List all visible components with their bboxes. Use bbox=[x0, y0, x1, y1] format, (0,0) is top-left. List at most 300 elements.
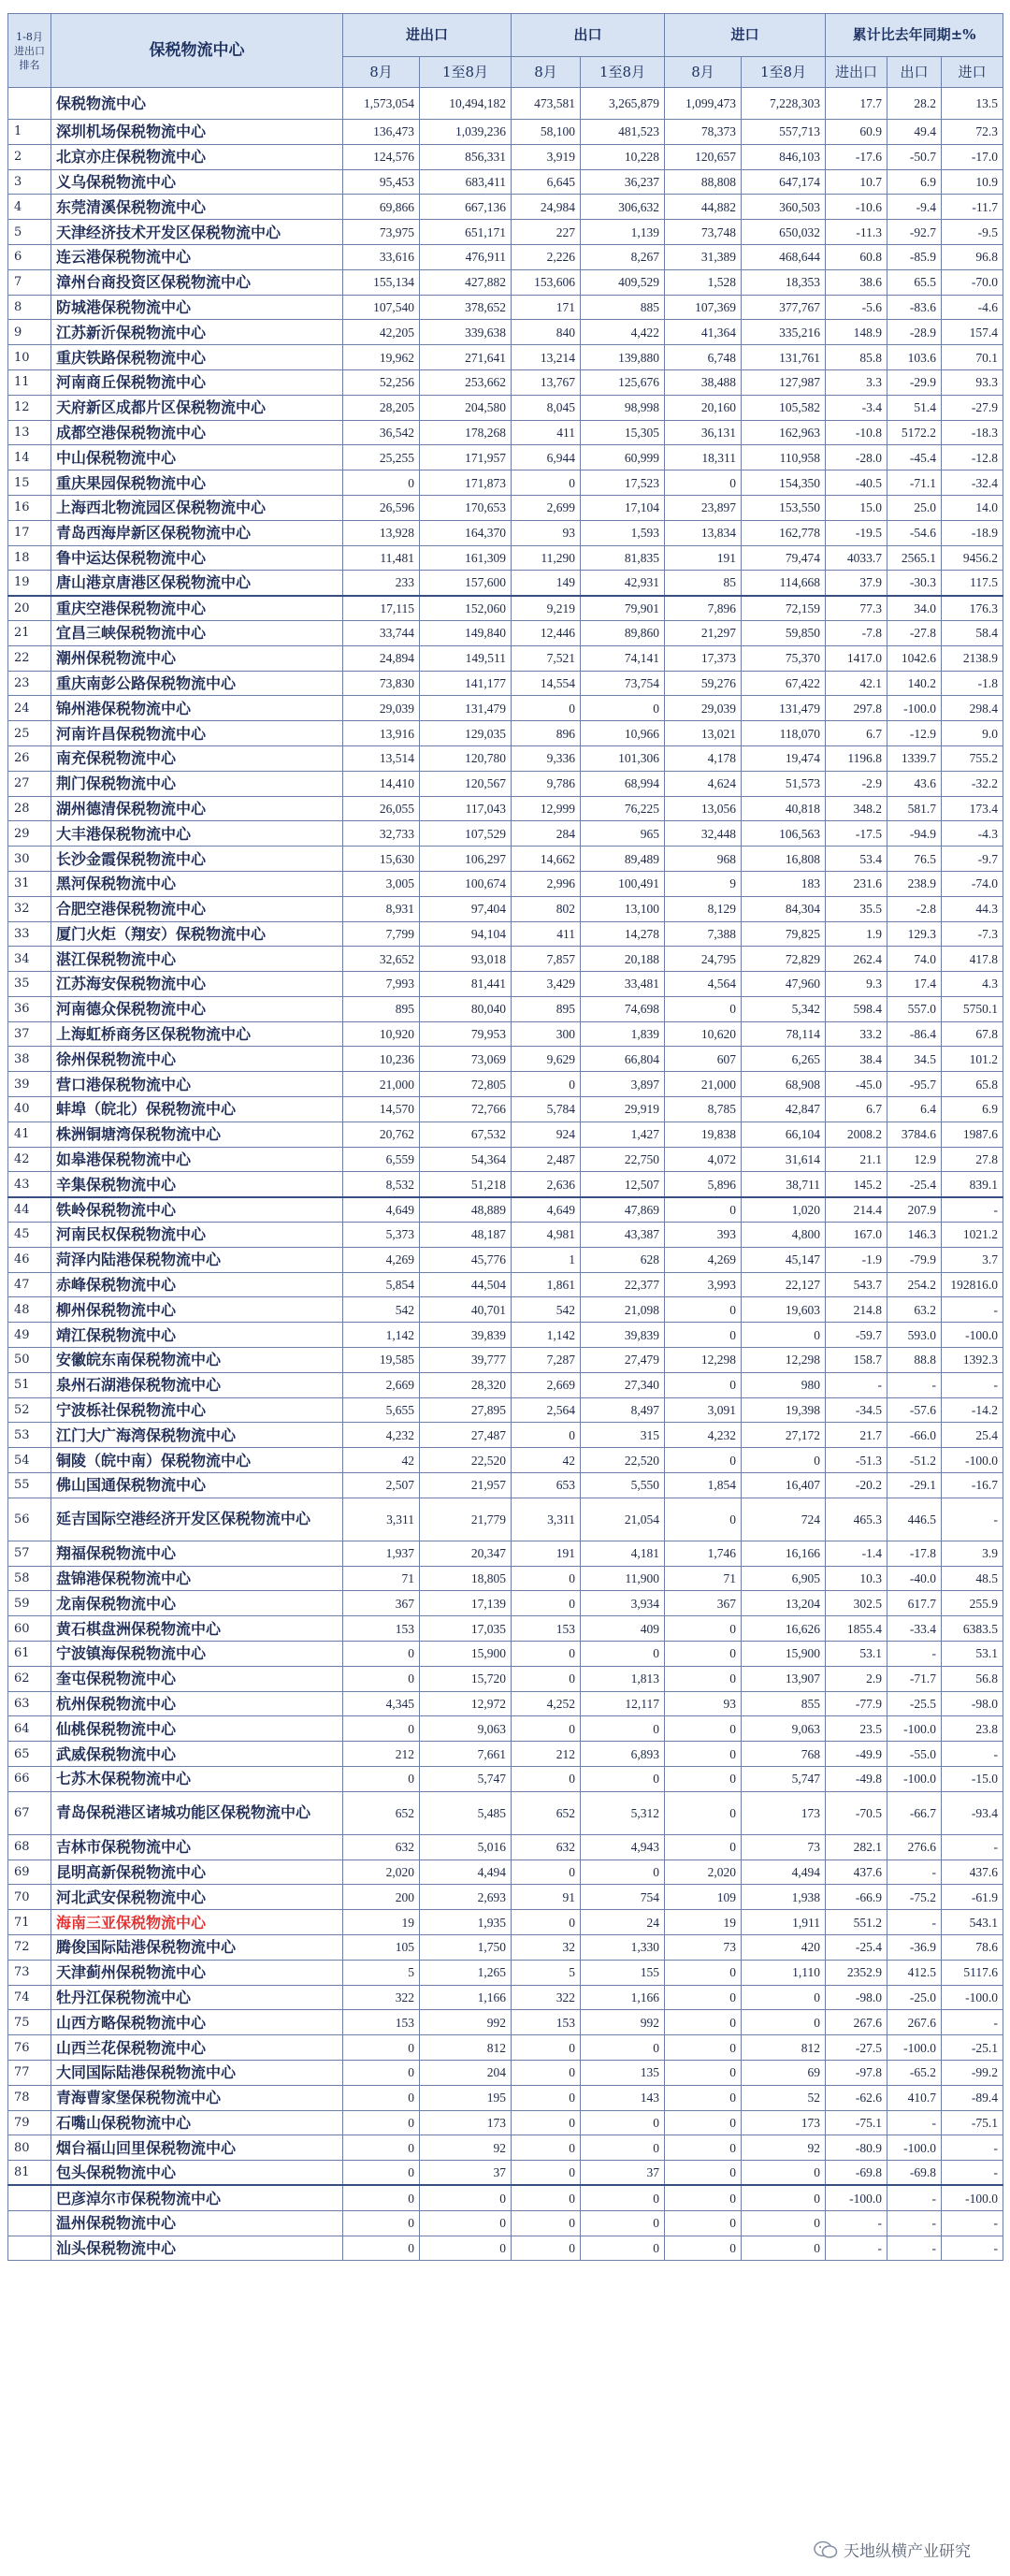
value-cell: -2.9 bbox=[826, 771, 887, 796]
value-cell: 856,331 bbox=[420, 144, 512, 169]
value-cell: 0 bbox=[665, 1666, 742, 1691]
value-cell: -100.0 bbox=[887, 2035, 942, 2061]
value-cell: 339,638 bbox=[420, 320, 512, 345]
rank-cell: 33 bbox=[8, 921, 51, 947]
table-row bbox=[8, 470, 1003, 496]
value-cell: 29,039 bbox=[343, 696, 420, 721]
value-cell: 839.1 bbox=[942, 1172, 1003, 1197]
value-cell: -66.9 bbox=[826, 1885, 887, 1910]
rank-cell: 4 bbox=[8, 195, 51, 220]
value-cell: 284 bbox=[512, 821, 581, 847]
value-cell: 73,830 bbox=[343, 671, 420, 696]
table-row bbox=[8, 671, 1003, 696]
value-cell: 58.4 bbox=[942, 620, 1003, 645]
value-cell: 19,603 bbox=[742, 1297, 826, 1323]
value-cell: 768 bbox=[742, 1742, 826, 1767]
value-cell: 17,139 bbox=[420, 1591, 512, 1616]
value-cell: 0 bbox=[665, 1767, 742, 1792]
value-cell: 107,540 bbox=[343, 295, 420, 320]
rank-cell: 81 bbox=[8, 2161, 51, 2186]
value-cell: 4.3 bbox=[942, 972, 1003, 997]
rank-cell: 41 bbox=[8, 1122, 51, 1147]
value-cell: 73 bbox=[665, 1934, 742, 1960]
table-row bbox=[8, 144, 1003, 169]
value-cell: 322 bbox=[343, 1985, 420, 2010]
value-cell: 4,345 bbox=[343, 1691, 420, 1716]
value-cell: 1,593 bbox=[581, 520, 665, 545]
rank-cell: 59 bbox=[8, 1591, 51, 1616]
center-name-cell: 重庆果园保税物流中心 bbox=[51, 470, 343, 496]
value-cell: 6,893 bbox=[581, 1742, 665, 1767]
table-row bbox=[8, 1767, 1003, 1792]
value-cell: 143 bbox=[581, 2085, 665, 2110]
rank-cell: 65 bbox=[8, 1742, 51, 1767]
value-cell: 0 bbox=[665, 2010, 742, 2035]
value-cell: 70.1 bbox=[942, 345, 1003, 370]
value-cell: 204,580 bbox=[420, 395, 512, 420]
value-cell: 34.5 bbox=[887, 1047, 942, 1072]
value-cell: 45,776 bbox=[420, 1247, 512, 1272]
value-cell: 3784.6 bbox=[887, 1122, 942, 1147]
table-row bbox=[8, 571, 1003, 596]
value-cell: 2,226 bbox=[512, 244, 581, 269]
value-cell: 0 bbox=[665, 1197, 742, 1223]
value-cell: 11,900 bbox=[581, 1566, 665, 1591]
table-row bbox=[8, 1122, 1003, 1147]
value-cell: 15.0 bbox=[826, 495, 887, 520]
value-cell: 0 bbox=[665, 2210, 742, 2236]
value-cell: 28,205 bbox=[343, 395, 420, 420]
value-cell: 131,479 bbox=[420, 696, 512, 721]
value-cell: -25.4 bbox=[826, 1934, 887, 1960]
watermark-text: 天地纵横产业研究 bbox=[844, 2542, 971, 2561]
table-row bbox=[8, 1591, 1003, 1616]
value-cell: 0 bbox=[665, 1834, 742, 1860]
value-cell: 100,491 bbox=[581, 871, 665, 896]
center-name-cell: 温州保税物流中心 bbox=[51, 2210, 343, 2236]
value-cell: 37.9 bbox=[826, 571, 887, 596]
value-cell: -66.7 bbox=[887, 1791, 942, 1834]
rank-cell bbox=[8, 2236, 51, 2261]
value-cell: 0 bbox=[742, 1448, 826, 1473]
center-name-cell: 荆门保税物流中心 bbox=[51, 771, 343, 796]
value-cell: 2138.9 bbox=[942, 645, 1003, 671]
value-cell: - bbox=[942, 2236, 1003, 2261]
value-cell: 158.7 bbox=[826, 1348, 887, 1373]
value-cell: 51.4 bbox=[887, 395, 942, 420]
center-name-cell: 大同国际陆港保税物流中心 bbox=[51, 2060, 343, 2085]
value-cell: 1,528 bbox=[665, 269, 742, 295]
value-cell: 0 bbox=[343, 2185, 420, 2210]
center-name-cell: 腾俊国际陆港保税物流中心 bbox=[51, 1934, 343, 1960]
value-cell: 43.6 bbox=[887, 771, 942, 796]
value-cell: -71.7 bbox=[887, 1666, 942, 1691]
value-cell: 9,219 bbox=[512, 596, 581, 621]
value-cell: 42 bbox=[343, 1448, 420, 1473]
value-cell: 0 bbox=[665, 1716, 742, 1742]
value-cell: 73 bbox=[742, 1834, 826, 1860]
value-cell: 0 bbox=[581, 2110, 665, 2135]
value-cell: 125,676 bbox=[581, 369, 665, 395]
value-cell: 47,869 bbox=[581, 1197, 665, 1223]
value-cell: 465.3 bbox=[826, 1498, 887, 1541]
value-cell: 21,297 bbox=[665, 620, 742, 645]
value-cell: -75.1 bbox=[942, 2110, 1003, 2135]
value-cell: 1,937 bbox=[343, 1541, 420, 1566]
value-cell: 59,276 bbox=[665, 671, 742, 696]
value-cell: 17,104 bbox=[581, 495, 665, 520]
value-cell: 1417.0 bbox=[826, 645, 887, 671]
value-cell: 9,336 bbox=[512, 745, 581, 771]
value-cell: - bbox=[942, 1372, 1003, 1397]
value-cell: 13,767 bbox=[512, 369, 581, 395]
value-cell: 29,919 bbox=[581, 1097, 665, 1122]
value-cell: 91 bbox=[512, 1885, 581, 1910]
rank-cell: 49 bbox=[8, 1323, 51, 1348]
value-cell: 22,520 bbox=[581, 1448, 665, 1473]
value-cell: 21,054 bbox=[581, 1498, 665, 1541]
rank-cell: 62 bbox=[8, 1666, 51, 1691]
value-cell: 24 bbox=[581, 1910, 665, 1935]
table-row bbox=[8, 320, 1003, 345]
value-cell: -15.0 bbox=[942, 1767, 1003, 1792]
value-cell: 0 bbox=[581, 2035, 665, 2061]
value-cell: - bbox=[887, 1642, 942, 1667]
center-name-cell: 宁波栎社保税物流中心 bbox=[51, 1397, 343, 1423]
value-cell: - bbox=[942, 1197, 1003, 1223]
value-cell: 39,839 bbox=[581, 1323, 665, 1348]
value-cell: 88.8 bbox=[887, 1348, 942, 1373]
value-cell: 16,808 bbox=[742, 847, 826, 872]
value-cell: 0 bbox=[343, 1642, 420, 1667]
value-cell: 683,411 bbox=[420, 169, 512, 195]
value-cell: 0 bbox=[512, 2210, 581, 2236]
value-cell: 167.0 bbox=[826, 1223, 887, 1248]
value-cell: 14.0 bbox=[942, 495, 1003, 520]
value-cell: 69 bbox=[742, 2060, 826, 2085]
value-cell: 0 bbox=[512, 1910, 581, 1935]
value-cell: -7.3 bbox=[942, 921, 1003, 947]
value-cell: -4.6 bbox=[942, 295, 1003, 320]
value-cell: 348.2 bbox=[826, 796, 887, 821]
subheader-aug: 8月 bbox=[665, 57, 742, 88]
value-cell: 183 bbox=[742, 871, 826, 896]
value-cell: 68,994 bbox=[581, 771, 665, 796]
value-cell: 78,114 bbox=[742, 1021, 826, 1047]
value-cell: 8,931 bbox=[343, 896, 420, 921]
value-cell: 191 bbox=[665, 545, 742, 571]
rank-cell: 19 bbox=[8, 571, 51, 596]
value-cell: - bbox=[887, 2210, 942, 2236]
rank-cell: 72 bbox=[8, 1934, 51, 1960]
value-cell: 10.7 bbox=[826, 169, 887, 195]
value-cell: 5172.2 bbox=[887, 420, 942, 445]
value-cell: 271,641 bbox=[420, 345, 512, 370]
value-cell: 59,850 bbox=[742, 620, 826, 645]
rank-cell: 23 bbox=[8, 671, 51, 696]
value-cell: 44,504 bbox=[420, 1272, 512, 1297]
value-cell: 409 bbox=[581, 1616, 665, 1642]
value-cell: -1.9 bbox=[826, 1247, 887, 1272]
table-row bbox=[8, 2085, 1003, 2110]
value-cell: 157.4 bbox=[942, 320, 1003, 345]
value-cell: 10,966 bbox=[581, 721, 665, 746]
value-cell: 79,474 bbox=[742, 545, 826, 571]
value-cell: 367 bbox=[343, 1591, 420, 1616]
value-cell: 153 bbox=[512, 1616, 581, 1642]
center-name-cell: 青岛保税港区诸城功能区保税物流中心 bbox=[51, 1791, 343, 1834]
value-cell: 0 bbox=[512, 696, 581, 721]
value-cell: 135 bbox=[581, 2060, 665, 2085]
value-cell: 141,177 bbox=[420, 671, 512, 696]
value-cell: 42,847 bbox=[742, 1097, 826, 1122]
value-cell: - bbox=[826, 2210, 887, 2236]
value-cell: 262.4 bbox=[826, 947, 887, 972]
value-cell: 0 bbox=[343, 1666, 420, 1691]
value-cell: 12,507 bbox=[581, 1172, 665, 1197]
value-cell: 1021.2 bbox=[942, 1223, 1003, 1248]
value-cell: -86.4 bbox=[887, 1021, 942, 1047]
center-name-cell: 铜陵（皖中南）保税物流中心 bbox=[51, 1448, 343, 1473]
value-cell: -32.4 bbox=[942, 470, 1003, 496]
rank-cell: 14 bbox=[8, 445, 51, 470]
value-cell: 98,998 bbox=[581, 395, 665, 420]
value-cell: -5.6 bbox=[826, 295, 887, 320]
value-cell: 13,056 bbox=[665, 796, 742, 821]
value-cell: 36,237 bbox=[581, 169, 665, 195]
value-cell: 5,854 bbox=[343, 1272, 420, 1297]
value-cell: 0 bbox=[581, 1767, 665, 1792]
value-cell: -3.4 bbox=[826, 395, 887, 420]
value-cell: 153,550 bbox=[742, 495, 826, 520]
center-name-cell: 奎屯保税物流中心 bbox=[51, 1666, 343, 1691]
value-cell: 2,487 bbox=[512, 1147, 581, 1172]
value-cell: 12,972 bbox=[420, 1691, 512, 1716]
value-cell: 1,020 bbox=[742, 1197, 826, 1223]
value-cell: 4,649 bbox=[512, 1197, 581, 1223]
table-row bbox=[8, 871, 1003, 896]
value-cell: 3,897 bbox=[581, 1072, 665, 1097]
center-name-cell: 河南许昌保税物流中心 bbox=[51, 721, 343, 746]
value-cell: 21.1 bbox=[826, 1147, 887, 1172]
value-cell: 27,479 bbox=[581, 1348, 665, 1373]
value-cell: 3,934 bbox=[581, 1591, 665, 1616]
value-cell: -51.2 bbox=[887, 1448, 942, 1473]
value-cell: 1196.8 bbox=[826, 745, 887, 771]
value-cell: -1.4 bbox=[826, 1541, 887, 1566]
table-row bbox=[8, 972, 1003, 997]
value-cell: 0 bbox=[665, 2085, 742, 2110]
value-cell: 94,104 bbox=[420, 921, 512, 947]
value-cell: 410.7 bbox=[887, 2085, 942, 2110]
rank-cell: 24 bbox=[8, 696, 51, 721]
center-name-cell: 潮州保税物流中心 bbox=[51, 645, 343, 671]
value-cell: 114,668 bbox=[742, 571, 826, 596]
value-cell: -75.1 bbox=[826, 2110, 887, 2135]
value-cell: 3,005 bbox=[343, 871, 420, 896]
value-cell: 96.8 bbox=[942, 244, 1003, 269]
value-cell: 3,993 bbox=[665, 1272, 742, 1297]
rank-cell: 48 bbox=[8, 1297, 51, 1323]
value-cell: - bbox=[887, 2236, 942, 2261]
value-cell: 0 bbox=[665, 2185, 742, 2210]
value-cell: 200 bbox=[343, 1885, 420, 1910]
value-cell: 20,347 bbox=[420, 1541, 512, 1566]
center-name-cell: 青岛西海岸新区保税物流中心 bbox=[51, 520, 343, 545]
value-cell: - bbox=[942, 2210, 1003, 2236]
center-name-cell: 深圳机场保税物流中心 bbox=[51, 120, 343, 145]
value-cell: 543.7 bbox=[826, 1272, 887, 1297]
value-cell: 1,142 bbox=[343, 1323, 420, 1348]
rank-cell: 38 bbox=[8, 1047, 51, 1072]
value-cell: 2,020 bbox=[665, 1860, 742, 1885]
value-cell: -95.7 bbox=[887, 1072, 942, 1097]
value-cell: 846,103 bbox=[742, 144, 826, 169]
value-cell: 67,532 bbox=[420, 1122, 512, 1147]
value-cell: 31,614 bbox=[742, 1147, 826, 1172]
value-cell: 162,778 bbox=[742, 520, 826, 545]
subheader-aug: 8月 bbox=[512, 57, 581, 88]
center-name-cell: 仙桃保税物流中心 bbox=[51, 1716, 343, 1742]
value-cell: 154,350 bbox=[742, 470, 826, 496]
value-cell: 0 bbox=[343, 2135, 420, 2161]
rank-cell: 78 bbox=[8, 2085, 51, 2110]
center-name-cell: 北京亦庄保税物流中心 bbox=[51, 144, 343, 169]
value-cell: 253,662 bbox=[420, 369, 512, 395]
center-name-cell: 上海西北物流园区保税物流中心 bbox=[51, 495, 343, 520]
value-cell: 0 bbox=[742, 1323, 826, 1348]
rank-cell: 51 bbox=[8, 1372, 51, 1397]
value-cell: -49.8 bbox=[826, 1767, 887, 1792]
value-cell: 129.3 bbox=[887, 921, 942, 947]
value-cell: 60.9 bbox=[826, 120, 887, 145]
value-cell: 1,911 bbox=[742, 1910, 826, 1935]
value-cell: -17.5 bbox=[826, 821, 887, 847]
rank-cell: 29 bbox=[8, 821, 51, 847]
value-cell: 302.5 bbox=[826, 1591, 887, 1616]
value-cell: 145.2 bbox=[826, 1172, 887, 1197]
value-cell: -11.3 bbox=[826, 220, 887, 245]
value-cell: 2,699 bbox=[512, 495, 581, 520]
rank-cell: 44 bbox=[8, 1197, 51, 1223]
value-cell: -28.9 bbox=[887, 320, 942, 345]
rank-cell: 76 bbox=[8, 2035, 51, 2061]
value-cell: - bbox=[942, 1742, 1003, 1767]
value-cell: 1,839 bbox=[581, 1021, 665, 1047]
value-cell: 5,016 bbox=[420, 1834, 512, 1860]
value-cell: -59.7 bbox=[826, 1323, 887, 1348]
value-cell: -71.1 bbox=[887, 470, 942, 496]
value-cell: 13,928 bbox=[343, 520, 420, 545]
value-cell: 420 bbox=[742, 1934, 826, 1960]
table-row bbox=[8, 1323, 1003, 1348]
value-cell: 267.6 bbox=[887, 2010, 942, 2035]
value-cell: -100.0 bbox=[887, 1716, 942, 1742]
value-cell: 2,020 bbox=[343, 1860, 420, 1885]
value-cell: 66,104 bbox=[742, 1122, 826, 1147]
value-cell: 617.7 bbox=[887, 1591, 942, 1616]
value-cell: 0 bbox=[343, 1767, 420, 1792]
value-cell: -57.6 bbox=[887, 1397, 942, 1423]
value-cell: 0 bbox=[665, 1791, 742, 1834]
value-cell: 9,063 bbox=[742, 1716, 826, 1742]
value-cell: -9.5 bbox=[942, 220, 1003, 245]
rank-cell: 22 bbox=[8, 645, 51, 671]
value-cell: -25.4 bbox=[887, 1172, 942, 1197]
table-row bbox=[8, 596, 1003, 621]
value-cell: 227 bbox=[512, 220, 581, 245]
value-cell: 52,256 bbox=[343, 369, 420, 395]
center-name-cell: 海南三亚保税物流中心 bbox=[51, 1910, 343, 1935]
rank-cell: 25 bbox=[8, 721, 51, 746]
value-cell: 0 bbox=[343, 1716, 420, 1742]
rank-cell: 52 bbox=[8, 1397, 51, 1423]
center-name-cell: 重庆铁路保税物流中心 bbox=[51, 345, 343, 370]
rank-cell: 55 bbox=[8, 1473, 51, 1498]
rank-cell: 70 bbox=[8, 1885, 51, 1910]
value-cell: 171,957 bbox=[420, 445, 512, 470]
value-cell: 267.6 bbox=[826, 2010, 887, 2035]
value-cell: 0 bbox=[420, 2236, 512, 2261]
value-cell: 15,900 bbox=[742, 1642, 826, 1667]
table-row bbox=[8, 1934, 1003, 1960]
rank-cell: 79 bbox=[8, 2110, 51, 2135]
value-cell: -33.4 bbox=[887, 1616, 942, 1642]
value-cell: 2008.2 bbox=[826, 1122, 887, 1147]
value-cell: 0 bbox=[512, 2035, 581, 2061]
value-cell: 14,554 bbox=[512, 671, 581, 696]
value-cell: 233 bbox=[343, 571, 420, 596]
table-row bbox=[8, 1272, 1003, 1297]
value-cell: 53.4 bbox=[826, 847, 887, 872]
value-cell: 72,766 bbox=[420, 1097, 512, 1122]
value-cell: 0 bbox=[512, 1666, 581, 1691]
value-cell: -34.5 bbox=[826, 1397, 887, 1423]
value-cell: 5,747 bbox=[742, 1767, 826, 1792]
value-cell: 65.5 bbox=[887, 269, 942, 295]
value-cell: 0 bbox=[581, 2185, 665, 2210]
value-cell: -70.0 bbox=[942, 269, 1003, 295]
value-cell: - bbox=[887, 1910, 942, 1935]
center-name-cell: 天津经济技术开发区保税物流中心 bbox=[51, 220, 343, 245]
value-cell: 7,661 bbox=[420, 1742, 512, 1767]
table-row bbox=[8, 369, 1003, 395]
table-row bbox=[8, 1021, 1003, 1047]
value-cell: 195 bbox=[420, 2085, 512, 2110]
table-row bbox=[8, 1691, 1003, 1716]
center-name-cell: 江门大广海湾保税物流中心 bbox=[51, 1423, 343, 1448]
value-cell: 6,905 bbox=[742, 1566, 826, 1591]
value-cell: 89,489 bbox=[581, 847, 665, 872]
value-cell: 0 bbox=[512, 2161, 581, 2186]
value-cell: 8,785 bbox=[665, 1097, 742, 1122]
rank-cell: 26 bbox=[8, 745, 51, 771]
value-cell: 4033.7 bbox=[826, 545, 887, 571]
value-cell: 378,652 bbox=[420, 295, 512, 320]
center-name-cell: 七苏木保税物流中心 bbox=[51, 1767, 343, 1792]
value-cell: 8,045 bbox=[512, 395, 581, 420]
value-cell: 51,218 bbox=[420, 1172, 512, 1197]
value-cell: 36,131 bbox=[665, 420, 742, 445]
value-cell: 18,353 bbox=[742, 269, 826, 295]
total-rank-cell bbox=[8, 88, 51, 120]
value-cell: 52 bbox=[742, 2085, 826, 2110]
value-cell: 33,616 bbox=[343, 244, 420, 269]
center-name-cell: 河南商丘保税物流中心 bbox=[51, 369, 343, 395]
center-name-cell: 巴彦淖尔市保税物流中心 bbox=[51, 2185, 343, 2210]
value-cell: 724 bbox=[742, 1498, 826, 1541]
rank-cell: 69 bbox=[8, 1860, 51, 1885]
